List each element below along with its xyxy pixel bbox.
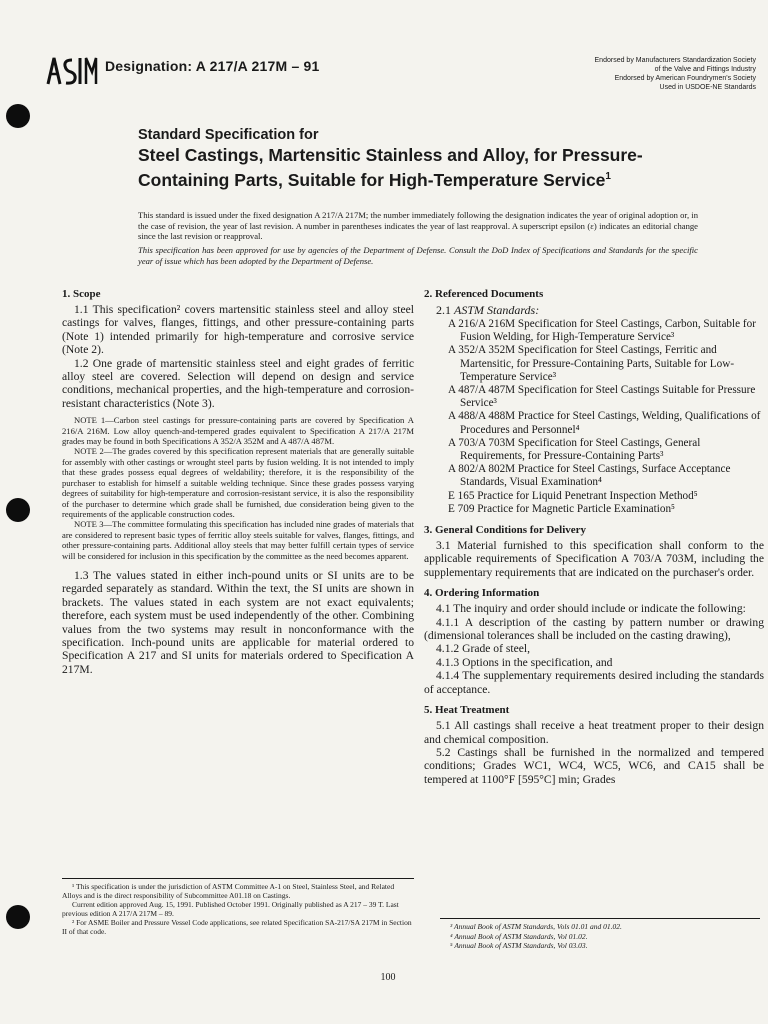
document-title	[138, 126, 698, 191]
left-column	[62, 288, 414, 676]
title-line-1: Standard Specification for	[138, 127, 319, 143]
paragraph-1-2: 1.2 One grade of martensitic stainless steel and eight grades of ferritic alloy steel are covered. Selection will depend on design and service conditions, mechanical properties, and the high-temperature and corrosion-resistant characteristics (Note 3).	[62, 356, 414, 410]
paragraph-4-1-4: 4.1.4 The supplementary requirements desired including the standards of acceptance.	[424, 669, 764, 696]
section-heading-scope: 1. Scope	[62, 288, 101, 300]
endorsement-line: Used in USDOE-NE Standards	[659, 84, 756, 91]
punch-hole	[6, 104, 30, 128]
paragraph-1-3: 1.3 The values stated in either inch-pound units or SI units are to be regarded separately as standard. Within the text, the SI units are shown in brackets. The values stated in each system are not exact equivalents; therefore, each system must be used independently of the other. Combining values from the two systems may result in nonconformance with the specification. Inch-pound units are applicable for material ordered to Specification A 217 and SI units for materials ordered to Specification A 217M.	[62, 568, 414, 676]
subsection-title: ASTM Standards:	[454, 303, 540, 317]
punch-hole	[6, 905, 30, 929]
reference-item: E 165 Practice for Liquid Penetrant Inspection Method⁵	[448, 489, 698, 502]
paragraph-1-1: 1.1 This specification² covers martensitic stainless steel and alloy steel castings for valves, flanges, fittings, and other pressure-containing parts (Note 1) intended primarily for high-temperature and corrosive service (Note 2).	[62, 303, 414, 357]
reference-item: A 802/A 802M Practice for Steel Castings, Surface Acceptance Standards, Visual Examination⁴	[448, 463, 731, 489]
endorsement-line: Endorsed by American Foundrymen's Society	[614, 75, 756, 82]
reference-item: A 703/A 703M Specification for Steel Castings, General Requirements, for Pressure-Containing Parts³	[448, 436, 701, 463]
note-3: NOTE 3—The committee formulating this specification has included nine grades of materials that are considered to represent basic types of ferritic alloy steels suitable for valves, flanges, fittings, and other pressure-containing parts. Additional alloy steels that may better fulfill certain types of service will be considered for inclusion in this specification by the committee as the need becomes apparent.	[62, 519, 414, 561]
dod-note: This specification has been approved for use by agencies of the Department of Defense. Consult the DoD Index of Specifications and Standards for the specific year of issue which has been adopted by the Department of Defense.	[138, 245, 698, 266]
note-1: NOTE 1—Carbon steel castings for pressure-containing parts are covered by Specification A 216/A 216M. Low alloy quench-and-tempered grades equivalent to Specification A 217/A 217M grades may be found in both Specifications A 352/A 352M and A 487/A 487M.	[62, 415, 414, 447]
footnote: ⁴ Annual Book of ASTM Standards, Vol 01.02.	[450, 931, 588, 941]
title-line-3	[138, 166, 698, 191]
paragraph-4-1-3: 4.1.3 Options in the specification, and	[436, 655, 613, 669]
title-line-2: Steel Castings, Martensitic Stainless and Alloy, for Pressure-	[138, 145, 643, 165]
paragraph-5-1: 5.1 All castings shall receive a heat treatment proper to their design and chemical composition.	[424, 719, 764, 746]
section-heading-heat-treatment: 5. Heat Treatment	[424, 704, 510, 717]
paragraph-3-1: 3.1 Material furnished to this specification shall conform to the applicable requirements of Specification A 703/A 703M, including the supplementary requirements that are indicated on the purchaser's order.	[424, 539, 764, 579]
section-heading-general-conditions: 3. General Conditions for Delivery	[424, 524, 587, 537]
footnote: ² For ASME Boiler and Pressure Vessel Code applications, see related Specification SA-217/SA 217M in Section II of that code.	[62, 918, 412, 936]
astm-logo	[42, 50, 98, 90]
section-heading-ordering-information: 4. Ordering Information	[424, 587, 540, 600]
footnote: Current edition approved Aug. 15, 1991. Published October 1991. Originally published as A 217 – 39 T. Last previous edition A 217/A 217M – 89.	[62, 900, 399, 918]
title-footnote-mark: 1	[605, 171, 611, 182]
note-2: NOTE 2—The grades covered by this specification represent materials that are generally suitable for assembly with other castings or wrought steel parts by fusion welding. It is not intended to imply that these grades possess equal degrees of weldability; therefore, it is the responsibility of the purchaser to establish for himself a suitable welding technique. Since these grades possess varying degrees of suitability for high-temperature and corrosion-resistant service, it is also the responsibility of the purchaser to determine which grade shall be furnished, due consideration being given to the requirements of the applicable construction codes.	[62, 446, 414, 519]
standard-note: This standard is issued under the fixed designation A 217/A 217M; the number immediately following the designation indicates the year of original adoption or, in the case of revision, the year of last revision. A number in parentheses indicates the year of last reapproval. A superscript epsilon (ε) indicates an editorial change since the last revision or reapproval.	[138, 210, 698, 241]
paragraph-5-2: 5.2 Castings shall be furnished in the normalized and tempered conditions; Grades WC1, WC4, WC5, WC6, and CA15 shall be tempered at 1100°F [595°C] min; Grades	[424, 745, 764, 786]
footnote: ³ Annual Book of ASTM Standards, Vols 01.01 and 01.02.	[450, 922, 622, 931]
title-line-3-text: Containing Parts, Suitable for High-Temperature Service	[138, 169, 606, 190]
reference-item: A 487/A 487M Specification for Steel Castings Suitable for Pressure Service³	[448, 384, 756, 410]
endorsement-line: of the Valve and Fittings Industry	[654, 66, 756, 73]
reference-item: A 352/A 352M Specification for Steel Castings, Ferritic and Martensitic, for Pressure-Containing Parts, Suitable for Low-Temperature Service³	[448, 344, 735, 383]
endorsement-line: Endorsed by Manufacturers Standardization Society	[594, 57, 756, 64]
reference-item: E 709 Practice for Magnetic Particle Examination⁵	[448, 502, 675, 515]
reference-item: A 216/A 216M Specification for Steel Castings, Carbon, Suitable for Fusion Welding, for High-Temperature Service³	[448, 318, 756, 344]
reference-item: A 488/A 488M Practice for Steel Castings, Welding, Qualifications of Procedures and Personnel⁴	[448, 410, 761, 436]
designation: Designation: A 217/A 217M – 91	[105, 58, 320, 74]
paragraph-4-1-1: 4.1.1 A description of the casting by pattern number or drawing (dimensional tolerances shall be included on the casting drawing),	[424, 615, 764, 643]
paragraph-4-1-2: 4.1.2 Grade of steel,	[436, 642, 531, 656]
notes-block	[62, 415, 414, 561]
footnotes-right	[440, 918, 760, 951]
paragraph-4-1: 4.1 The inquiry and order should include or indicate the following:	[436, 602, 746, 616]
punch-hole	[6, 498, 30, 522]
subsection-number: 2.1	[436, 303, 451, 317]
page-number: 100	[380, 972, 396, 983]
footnote: ¹ This specification is under the jurisdiction of ASTM Committee A-1 on Steel, Stainless Steel, and Related Alloys and is the direct responsibility of Subcommittee A01.18 on Castings.	[62, 882, 395, 900]
footnotes-left	[62, 878, 414, 936]
endorsements	[516, 56, 756, 92]
subsection-astm-standards	[436, 303, 764, 318]
right-column	[424, 288, 764, 786]
footnote: ⁵ Annual Book of ASTM Standards, Vol 03.03.	[450, 941, 588, 950]
section-heading-referenced-documents: 2. Referenced Documents	[424, 288, 544, 300]
